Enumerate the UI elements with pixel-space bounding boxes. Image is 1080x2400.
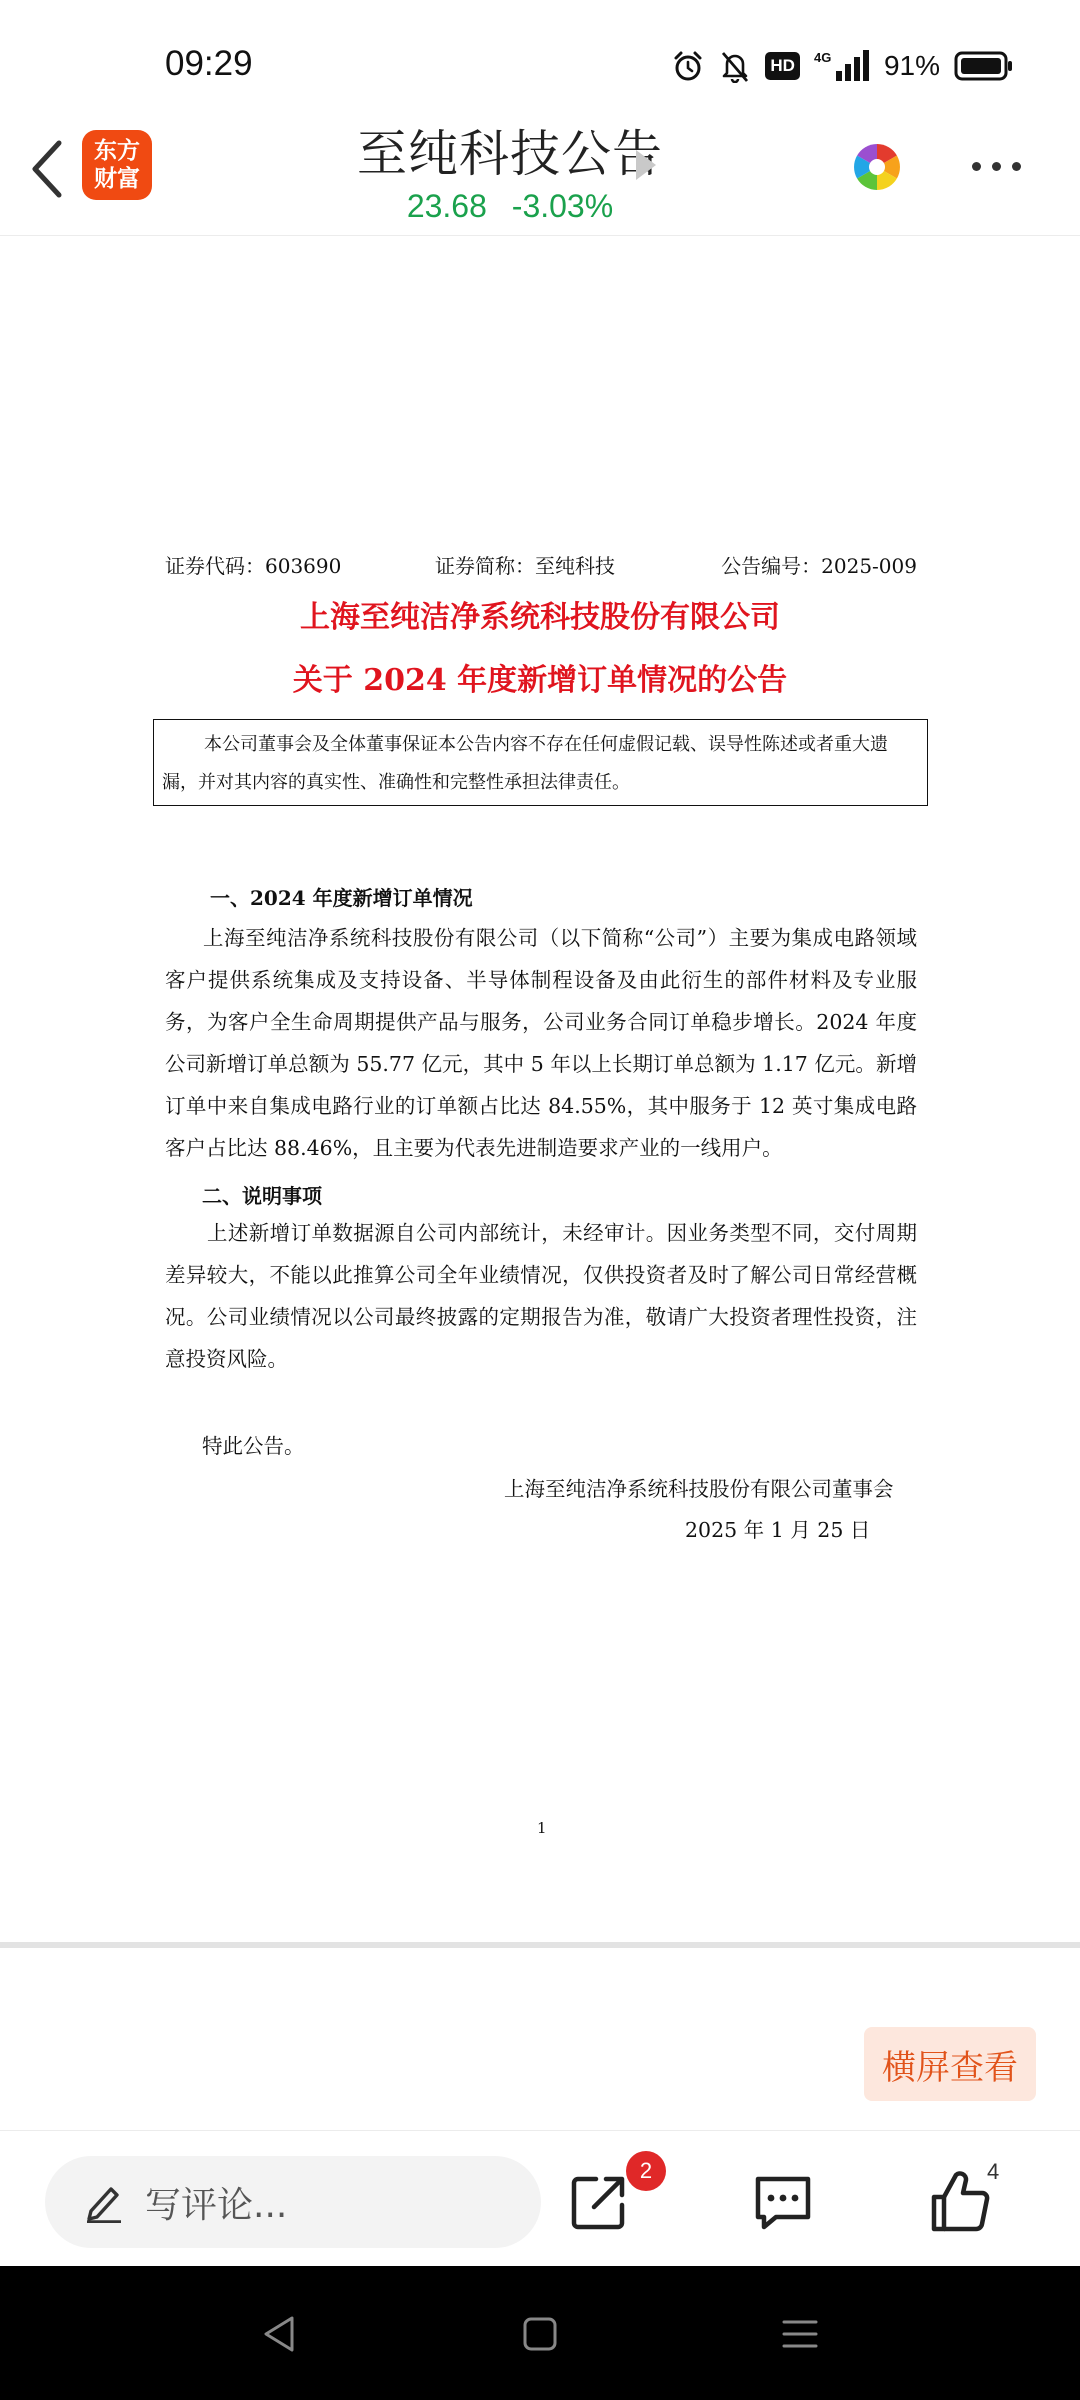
pencil-icon: [85, 2181, 123, 2223]
section-1-body: 上海至纯洁净系统科技股份有限公司（以下简称“公司”）主要为集成电路领域客户提供系统集成及支持设备、半导体制程设备及由此衍生的部件材料及专业服务，为客户全生命周期提供产品与服务，公司业务合同订单稳步增长。2024 年度公司新增订单总额为 55.77 亿元，其中 5 年以上长期订单总额为 1.17 亿元。新增订单中来自集成电路行业的订单额占比达 84.55%，其中服务于 12 英寸集成电路客户占比达 88.46%，且主要为代表先进制造要求产业的一线用户。: [165, 926, 917, 1160]
dot-icon: [1012, 162, 1021, 171]
like-count: 4: [987, 2159, 1000, 2184]
comments-button[interactable]: [752, 2171, 814, 2233]
nav-home-button[interactable]: [510, 2304, 570, 2364]
nav-menu-button[interactable]: [770, 2304, 830, 2364]
like-button[interactable]: [928, 2169, 994, 2235]
stock-price: 23.68: [406, 188, 487, 224]
disclaimer-text: 本公司董事会及全体董事保证本公告内容不存在任何虚假记载、误导性陈述或者重大遗漏，并对其内容的真实性、准确性和完整性承担法律责任。: [162, 734, 888, 793]
disclaimer-box: [153, 719, 928, 806]
nav-back-button[interactable]: [250, 2304, 310, 2364]
title-block[interactable]: [290, 114, 730, 225]
dot-icon: [972, 162, 981, 171]
menu-icon: [780, 2314, 820, 2354]
message-icon: [752, 2171, 814, 2233]
status-bar: [0, 0, 1080, 110]
signature: 上海至纯洁净系统科技股份有限公司董事会: [504, 1477, 894, 1501]
bottom-action-bar: [0, 2130, 1080, 2265]
thumbs-up-icon: [928, 2169, 994, 2235]
network-label: 4G: [813, 50, 832, 65]
share-count-badge: 2: [626, 2151, 666, 2191]
stock-quote: [290, 188, 730, 225]
section-2-heading: 二、说明事项: [202, 1184, 322, 1208]
battery-icon: [954, 51, 1014, 81]
status-time: 09:29: [165, 44, 253, 83]
app-header: [0, 110, 1080, 236]
stock-change: -3.03%: [511, 188, 614, 224]
mute-icon: [719, 49, 751, 83]
more-options-button[interactable]: [972, 162, 1021, 171]
system-nav-bar: [0, 2266, 1080, 2400]
section-1-heading: 一、2024 年度新增订单情况: [210, 886, 473, 910]
logo-line-1: 东方: [94, 138, 140, 164]
play-arrow-icon[interactable]: [636, 150, 656, 180]
notice-number: 公告编号：2025-009: [721, 554, 917, 578]
triangle-back-icon: [260, 2314, 300, 2354]
document-title-line-2: 关于 2024 年度新增订单情况的公告: [292, 663, 788, 698]
security-name: 证券简称：至纯科技: [435, 554, 615, 578]
document-title-line-1: 上海至纯洁净系统科技股份有限公司: [300, 600, 780, 635]
page-number: 1: [537, 1819, 547, 1837]
logo-line-2: 财富: [94, 166, 140, 192]
landscape-view-button[interactable]: 横屏查看: [864, 2027, 1036, 2101]
alarm-icon: [671, 49, 705, 83]
square-home-icon: [520, 2314, 560, 2354]
status-icons: [671, 46, 1014, 86]
app-logo[interactable]: [82, 130, 152, 200]
signal-icon: [814, 49, 870, 83]
security-code: 证券代码：603690: [165, 554, 342, 578]
share-icon: [568, 2171, 630, 2233]
signature-date: 2025 年 1 月 25 日: [685, 1518, 871, 1542]
announcement-document[interactable]: [0, 237, 1080, 1937]
color-wheel-icon[interactable]: [852, 142, 902, 192]
comment-input[interactable]: [45, 2156, 541, 2248]
section-2-body: 上述新增订单数据源自公司内部统计，未经审计。因业务类型不同，交付周期差异较大，不能以此推算公司全年业绩情况，仅供投资者及时了解公司日常经营概况。公司业绩情况以公司最终披露的定期报告为准，敬请广大投资者理性投资，注意投资风险。: [165, 1221, 917, 1371]
battery-percent: 91%: [883, 50, 940, 81]
closing-text: 特此公告。: [202, 1434, 305, 1458]
back-button[interactable]: [22, 134, 72, 204]
hd-icon: HD: [765, 52, 800, 80]
chevron-left-icon: [29, 139, 65, 199]
divider: [0, 1942, 1080, 1948]
dot-icon: [992, 162, 1001, 171]
share-button[interactable]: [568, 2171, 630, 2233]
page-title: 至纯科技公告: [357, 125, 663, 183]
comment-placeholder: 写评论...: [145, 2184, 288, 2226]
